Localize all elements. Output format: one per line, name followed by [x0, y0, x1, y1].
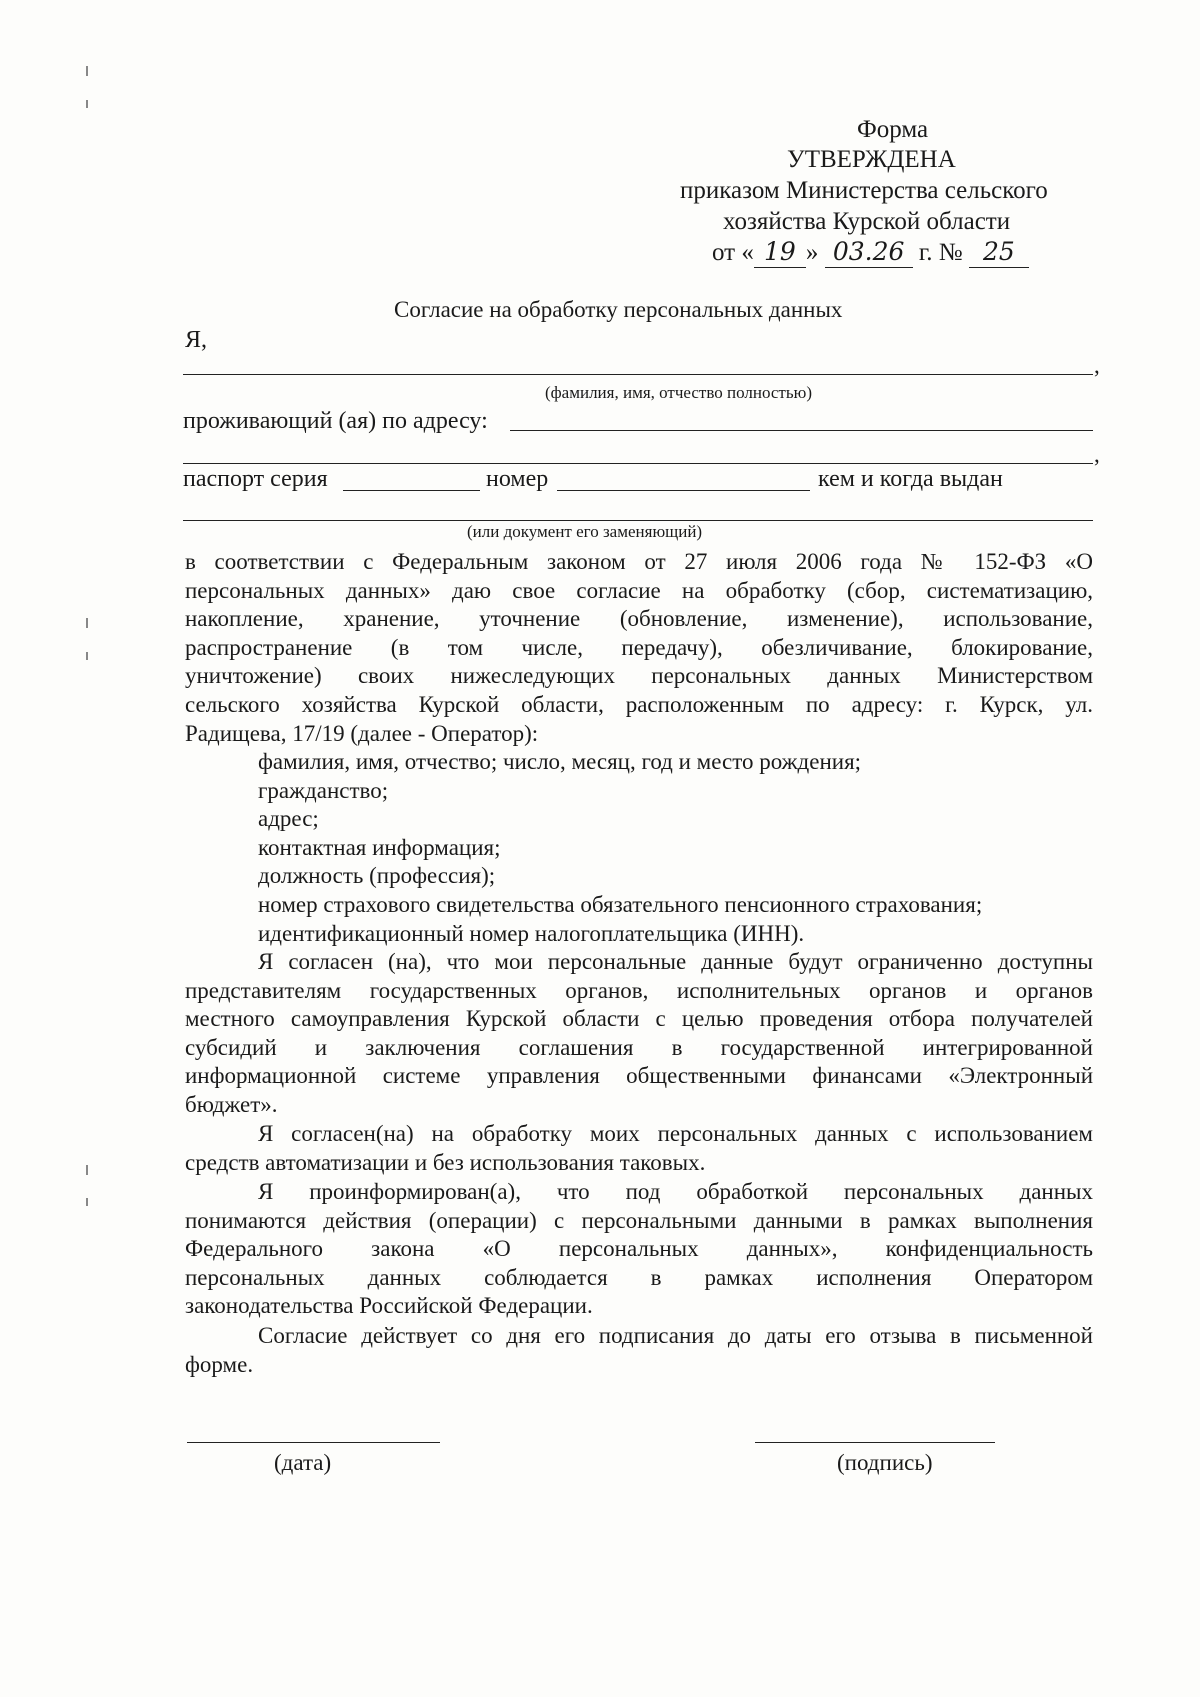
informed-line: законодательства Российской Федерации.	[185, 1293, 593, 1319]
list-item: должность (профессия);	[258, 863, 496, 889]
access-paragraph	[185, 948, 1093, 1120]
label-i: Я,	[185, 327, 208, 353]
header-form: Форма	[857, 116, 929, 143]
full-name-field[interactable]	[183, 374, 1093, 375]
access-line: информационной системе управления общественными финансами «Электронный	[185, 1063, 1093, 1089]
date-mid: »	[805, 239, 819, 266]
passport-number-label: номер	[486, 466, 549, 492]
list-item: номер страхового свидетельства обязательного пенсионного страхования;	[258, 891, 983, 917]
list-item: контактная информация;	[258, 834, 501, 860]
date-month-year: 03.26	[832, 237, 905, 266]
automation-line: Я согласен(на) на обработку моих персональных данных с использованием	[258, 1121, 1093, 1146]
validity-line: форме.	[185, 1351, 254, 1377]
name-hint: (фамилия, имя, отчество полностью)	[545, 383, 812, 402]
scan-edge-mark	[86, 100, 88, 108]
date-field[interactable]	[187, 1442, 440, 1443]
scan-edge-mark	[86, 1165, 88, 1175]
access-line: субсидий и заключения соглашения в государственной интегрированной	[185, 1034, 1093, 1060]
informed-paragraph	[185, 1178, 1093, 1321]
informed-line: понимаются действия (операции) с персональными данными в рамках выполнения	[185, 1207, 1093, 1233]
issued-by-field[interactable]	[183, 520, 1093, 521]
header-date-line	[712, 237, 1029, 268]
informed-line: персональных данных соблюдается в рамках исполнения Оператором	[185, 1264, 1093, 1290]
access-line: бюджет».	[185, 1091, 278, 1117]
validity-line: Согласие действует со дня его подписания до даты его отзыва в письменной	[258, 1323, 1093, 1348]
comma: ,	[1094, 442, 1100, 467]
list-item: адрес;	[258, 806, 319, 832]
intro-line: уничтожение) своих нижеследующих персональных данных Министерством	[185, 663, 1093, 689]
access-line: Я согласен (на), что мои персональные данные будут ограниченно доступны	[258, 949, 1093, 974]
intro-line: сельского хозяйства Курской области, расположенным по адресу: г. Курск, ул.	[185, 691, 1093, 717]
list-item: гражданство;	[258, 777, 389, 803]
intro-line: распространение (в том числе, передачу), обезличивание, блокирование,	[185, 634, 1093, 660]
intro-paragraph	[185, 548, 1093, 748]
informed-line: Федерального закона «О персональных данных», конфиденциальность	[185, 1236, 1093, 1262]
document-hint: (или документ его заменяющий)	[467, 522, 703, 541]
personal-data-list	[258, 748, 982, 948]
passport-series-field[interactable]	[343, 490, 480, 491]
header-order-line2: хозяйства Курской области	[723, 208, 1011, 235]
header-approved: УТВЕРЖДЕНА	[787, 146, 956, 173]
informed-line: Я проинформирован(а), что под обработкой персональных данных	[258, 1179, 1093, 1204]
scan-edge-mark	[86, 652, 88, 660]
date-day: 19	[763, 237, 796, 266]
passport-series-label: паспорт серия	[183, 466, 328, 492]
scan-edge-mark	[86, 618, 88, 628]
scan-edge-mark	[86, 66, 88, 76]
intro-line: накопление, хранение, уточнение (обновление, изменение), использование,	[185, 606, 1093, 632]
passport-number-field[interactable]	[557, 490, 810, 491]
address-field[interactable]	[510, 430, 1093, 431]
automation-paragraph	[185, 1120, 1093, 1177]
comma: ,	[1094, 353, 1100, 378]
order-number: 25	[983, 237, 1015, 266]
issued-by-label: кем и когда выдан	[818, 466, 1003, 492]
intro-line: в соответствии с Федеральным законом от 27 июля 2006 года № 152-ФЗ «О	[185, 549, 1093, 574]
list-item: идентификационный номер налогоплательщика (ИНН).	[258, 920, 805, 946]
date-suffix: г. №	[918, 239, 963, 266]
intro-line: Радищева, 17/19 (далее - Оператор):	[185, 720, 539, 746]
signature-hint: (подпись)	[837, 1450, 933, 1475]
list-item: фамилия, имя, отчество; число, месяц, год и место рождения;	[258, 749, 862, 774]
access-line: местного самоуправления Курской области с целью проведения отбора получателей	[185, 1006, 1093, 1032]
page-title: Согласие на обработку персональных данных	[394, 297, 843, 322]
access-line: представителям государственных органов, исполнительных органов и органов	[185, 977, 1093, 1003]
validity-paragraph	[185, 1322, 1093, 1379]
automation-line: средств автоматизации и без использования таковых.	[185, 1149, 706, 1175]
date-hint: (дата)	[274, 1450, 332, 1475]
intro-line: персональных данных» даю свое согласие на обработку (сбор, систематизацию,	[185, 577, 1093, 603]
address-label: проживающий (ая) по адресу:	[183, 408, 488, 434]
date-prefix: от «	[712, 239, 754, 266]
scan-edge-mark	[86, 1198, 88, 1206]
signature-field[interactable]	[755, 1442, 995, 1443]
address-field-continued[interactable]	[183, 463, 1093, 464]
header-order-line1: приказом Министерства сельского	[680, 177, 1048, 204]
